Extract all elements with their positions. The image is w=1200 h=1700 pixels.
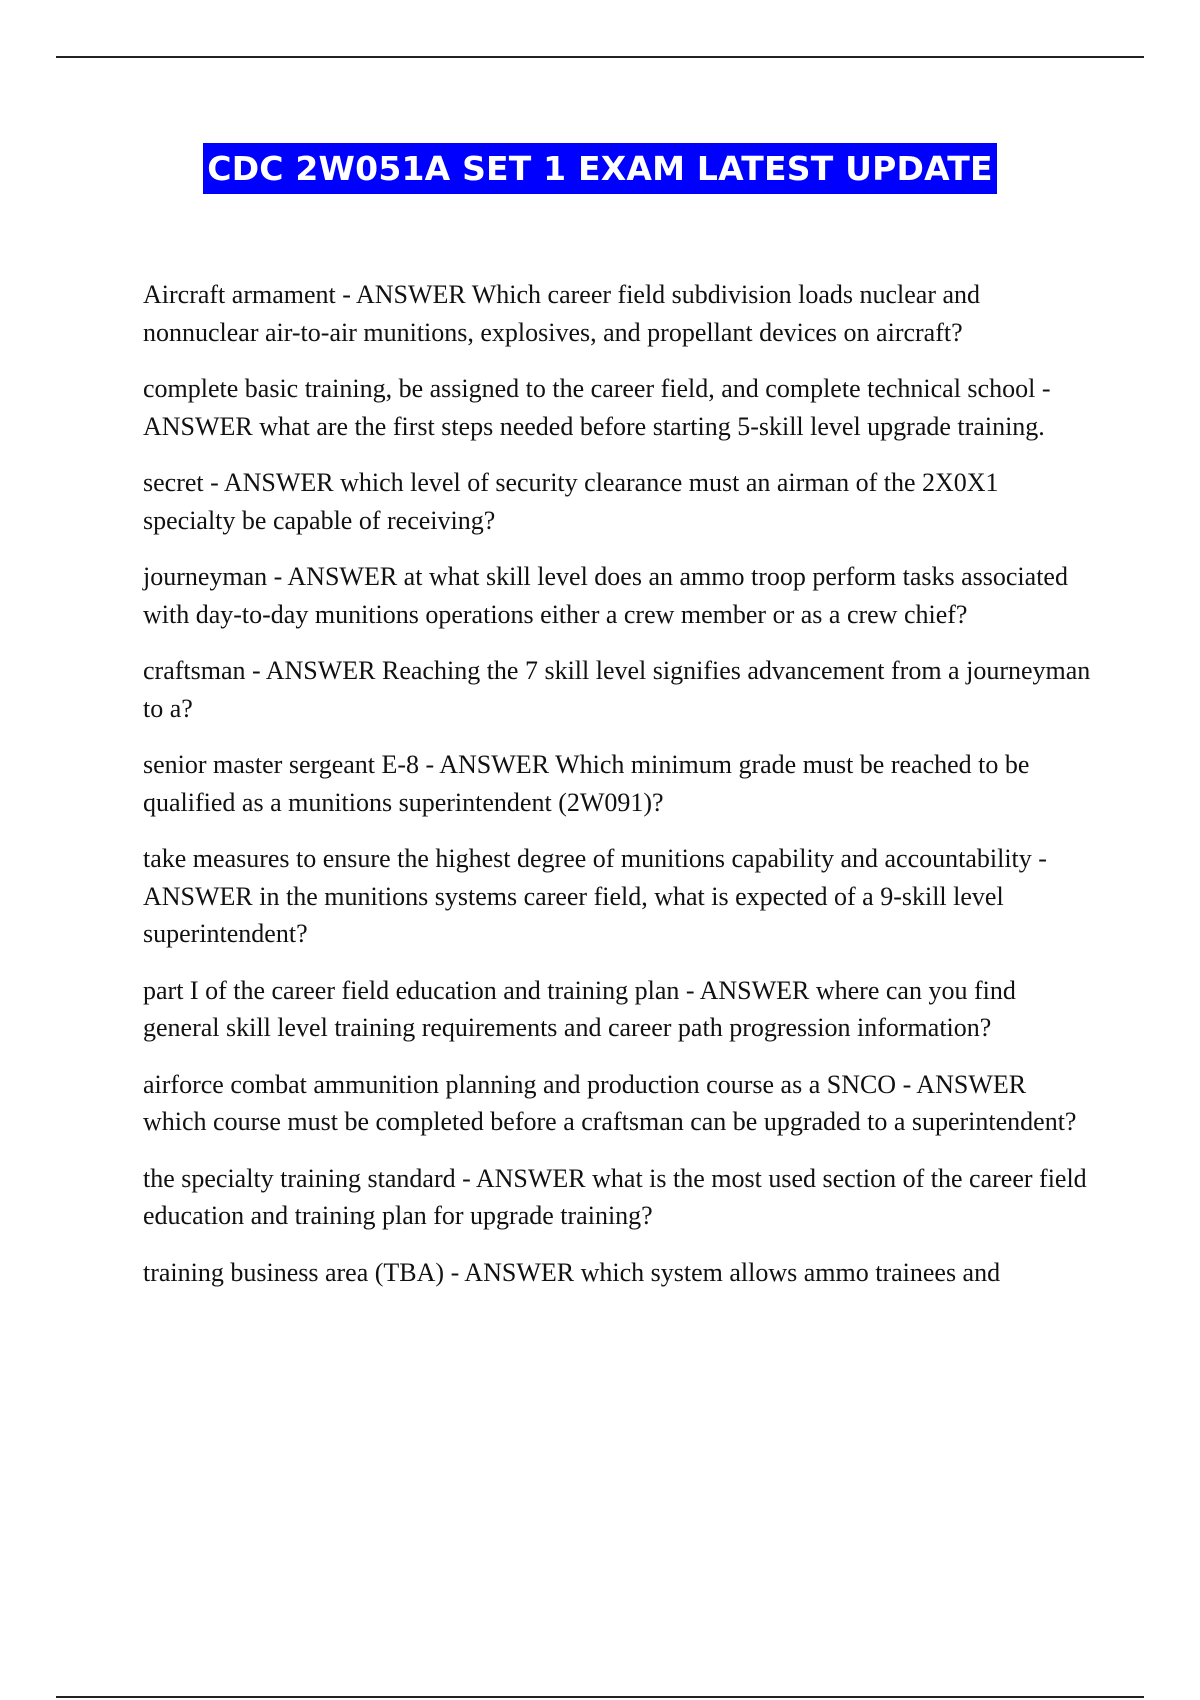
qa-item-10: the specialty training standard - ANSWER what is the most used section of the career field education and training plan for upgrade training?: [143, 1163, 1087, 1230]
top-rule: [56, 56, 1144, 58]
qa-item-4: journeyman - ANSWER at what skill level does an ammo troop perform tasks associated with day-to-day munitions operations either a crew member or as a crew chief?: [143, 562, 1068, 629]
qa-item-2: complete basic training, be assigned to the career field, and complete technical school - ANSWER what are the first steps needed before starting 5-skill level upgrade training.: [143, 374, 1051, 441]
qa-item-1: Aircraft armament - ANSWER Which career field subdivision loads nuclear and nonnuclear air-to-air munitions, explosives, and propellant devices on aircraft?: [143, 280, 981, 347]
qa-item-7: take measures to ensure the highest degree of munitions capability and accountability - ANSWER in the munitions systems career field, what is expected of a 9-skill level superintendent?: [143, 844, 1047, 948]
qa-item-9: airforce combat ammunition planning and production course as a SNCO - ANSWER which course must be completed before a craftsman can be upgraded to a superintendent?: [143, 1069, 1077, 1136]
qa-item-6: senior master sergeant E-8 - ANSWER Which minimum grade must be reached to be qualified as a munitions superintendent (2W091)?: [143, 750, 1030, 817]
qa-list: [143, 276, 1093, 1310]
qa-item-5: craftsman - ANSWER Reaching the 7 skill level signifies advancement from a journeyman to a?: [143, 656, 1091, 723]
title-container: [0, 143, 1200, 194]
bottom-rule: [56, 1696, 1144, 1698]
qa-item-3: secret - ANSWER which level of security clearance must an airman of the 2X0X1 specialty be capable of receiving?: [143, 468, 999, 535]
qa-item-8: part I of the career field education and training plan - ANSWER where can you find general skill level training requirements and career path progression information?: [143, 975, 1016, 1042]
qa-item-11: training business area (TBA) - ANSWER which system allows ammo trainees and: [143, 1257, 1001, 1287]
page-title: CDC 2W051A SET 1 EXAM LATEST UPDATE: [203, 143, 996, 194]
